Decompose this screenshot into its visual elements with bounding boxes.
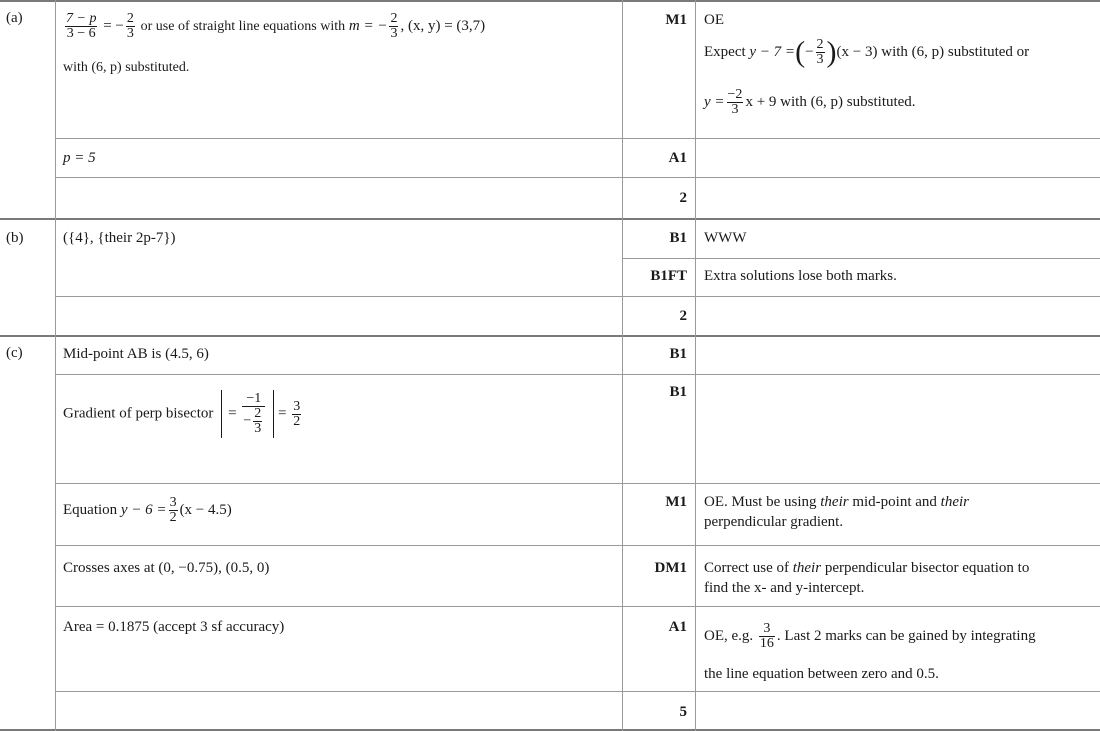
fraction: $\frac{3}{16}$ (759, 621, 774, 651)
row-divider (622, 258, 1100, 259)
answer-a1: $\frac{7 - p}{3 - 6}$ = − $\frac{2}{3}$ or use of straight line equations with m = − $\frac{2}{3}$ , (x, y) = (3,7) (66, 11, 486, 41)
mark-b1: B1 (669, 230, 687, 246)
answer-c4: Crosses axes at (0, −0.75), (0.5, 0) (63, 560, 270, 576)
mark-a2: A1 (668, 150, 687, 166)
row-divider (55, 177, 1100, 178)
guidance-b1: WWW (704, 230, 747, 246)
answer-c2: Gradient of perp bisector = −1 − $\frac{2}{3}$ = $\frac{3}{2}$ (63, 391, 301, 436)
mark-c5: A1 (668, 619, 687, 635)
fraction: $\frac{2}{3}$ (126, 11, 134, 41)
fraction: −1 − $\frac{2}{3}$ (242, 392, 265, 436)
mark-c2: B1 (669, 384, 687, 400)
guidance-c3: OE. Must be using their mid-point and their (704, 494, 970, 510)
row-divider (55, 296, 1100, 297)
total-c: 5 (679, 704, 687, 720)
mark-c3: M1 (665, 494, 687, 510)
fraction: $\frac{-2}{3}$ (727, 87, 743, 117)
section-divider (0, 218, 1100, 220)
fraction: $\frac{7 - p}{3 - 6}$ (66, 11, 97, 41)
guidance-c4-line2: find the x- and y-intercept. (704, 580, 865, 596)
mark-c4: DM1 (654, 560, 687, 576)
guidance-c3-line2: perpendicular gradient. (704, 514, 844, 530)
guidance-c4: Correct use of their perpendicular bisector equation to (704, 560, 1030, 576)
guidance-c5: OE, e.g. $\frac{3}{16}$ . Last 2 marks can be gained by integrating (704, 621, 1036, 651)
column-divider (622, 0, 623, 731)
part-label-b: (b) (6, 230, 24, 246)
fraction: $\frac{3}{2}$ (169, 495, 177, 525)
column-divider (55, 0, 56, 731)
mark-b2: B1FT (650, 268, 687, 284)
guidance-a1-alt: y = $\frac{-2}{3}$ x + 9 with (6, p) substituted. (704, 87, 916, 117)
section-divider (0, 335, 1100, 337)
row-divider (55, 691, 1100, 692)
mark-a1: M1 (665, 12, 687, 28)
guidance-a1-oe: OE (704, 12, 724, 28)
answer-c1: Mid-point AB is (4.5, 6) (63, 346, 209, 362)
guidance-a1-expect: Expect y − 7 =(− $\frac{2}{3}$ )(x − 3) with (6, p) substituted or (704, 35, 1030, 69)
answer-a1-line2: with (6, p) substituted. (63, 60, 190, 75)
answer-a2: p = 5 (63, 150, 96, 166)
part-label-a: (a) (6, 10, 23, 26)
fraction: $\frac{2}{3}$ (390, 11, 398, 41)
guidance-b2: Extra solutions lose both marks. (704, 268, 897, 284)
mark-c1: B1 (669, 346, 687, 362)
answer-c5: Area = 0.1875 (accept 3 sf accuracy) (63, 619, 285, 635)
guidance-c5-line2: the line equation between zero and 0.5. (704, 666, 939, 682)
part-label-c: (c) (6, 345, 23, 361)
fraction: $\frac{3}{2}$ (293, 398, 301, 429)
answer-c3: Equation y − 6 = $\frac{3}{2}$ (x − 4.5) (63, 495, 232, 525)
table-border-top (0, 0, 1100, 2)
row-divider (55, 374, 1100, 375)
answer-b1: ({4}, {their 2p-7}) (63, 230, 176, 246)
row-divider (55, 545, 1100, 546)
row-divider (55, 138, 1100, 139)
total-b: 2 (679, 308, 687, 324)
fraction: $\frac{2}{3}$ (816, 37, 824, 67)
row-divider (55, 606, 1100, 607)
row-divider (55, 483, 1100, 484)
total-a: 2 (679, 190, 687, 206)
column-divider (695, 0, 696, 731)
